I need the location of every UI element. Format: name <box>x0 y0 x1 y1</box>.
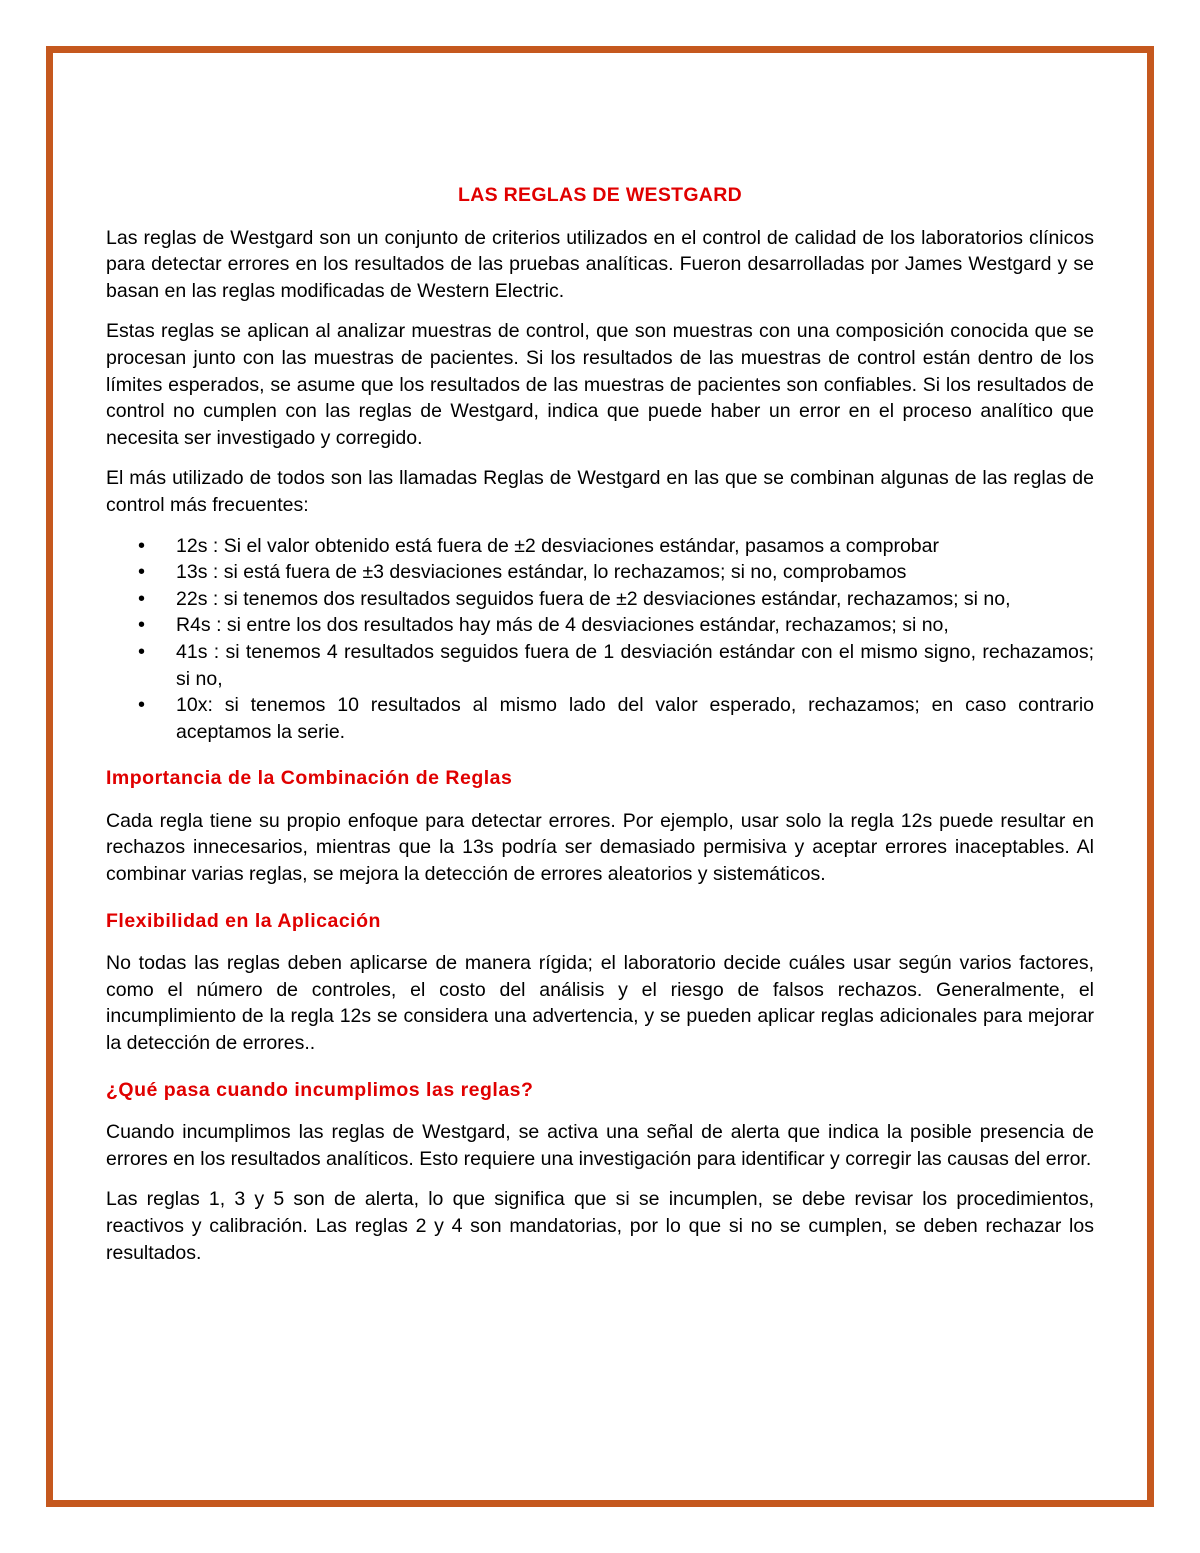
importancia-paragraph: Cada regla tiene su propio enfoque para detectar errores. Por ejemplo, usar solo la regla 12s puede resultar en rechazos innecesarios, mientras que la 13s podría ser demasiado permisiva y aceptar errores inaceptables. Al combinar varias reglas, se mejora la detección de errores aleatorios y sistemáticos. <box>106 809 1094 886</box>
bullet-icon: • <box>138 561 146 584</box>
bullet-icon: • <box>138 640 146 663</box>
bullet-icon: • <box>138 694 146 717</box>
document-body <box>106 182 1094 1280</box>
rule-item <box>106 612 1094 639</box>
incumplimos-paragraph-2: Las reglas 1, 3 y 5 son de alerta, lo que significa que si se incumplen, se debe revisar los procedimientos, reactivos y calibración. Las reglas 2 y 4 son mandatorias, por lo que si no se cumplen, se deben rechazar los resultados. <box>106 1188 1094 1264</box>
rule-item <box>106 692 1094 745</box>
rule-item <box>106 559 1094 586</box>
rule-text: 13s : si está fuera de ±3 desviaciones estándar, lo rechazamos; si no, comprobamos <box>176 561 907 584</box>
rule-text: 10x: si tenemos 10 resultados al mismo lado del valor esperado, rechazamos; en caso contrario aceptamos la serie. <box>176 694 1094 743</box>
intro-paragraph-2: Estas reglas se aplican al analizar muestras de control, que son muestras con una composición conocida que se procesan junto con las muestras de pacientes. Si los resultados de las muestras de control están dentro de los límites esperados, se asume que los resultados de las muestras de pacientes son confiables. Si los resultados de control no cumplen con las reglas de Westgard, indica que puede haber un error en el proceso analítico que necesita ser investigado y corregido. <box>106 320 1094 449</box>
bullet-icon: • <box>138 534 146 557</box>
rule-item <box>106 639 1094 692</box>
rule-text: 41s : si tenemos 4 resultados seguidos fuera de 1 desviación estándar con el mismo signo, rechazamos; si no, <box>176 640 1094 690</box>
rules-list <box>106 533 1094 746</box>
intro-paragraph-1: Las reglas de Westgard son un conjunto de criterios utilizados en el control de calidad de los laboratorios clínicos para detectar errores en los resultados de las pruebas analíticas. Fueron desarrolladas por James Westgard y se basan en las reglas modificadas de Western Electric. <box>106 226 1094 302</box>
section-heading-importancia: Importancia de la Combinación de Reglas <box>106 767 513 790</box>
intro-paragraph-3: El más utilizado de todos son las llamadas Reglas de Westgard en las que se combinan algunas de las reglas de control más frecuentes: <box>106 467 1094 516</box>
incumplimos-paragraph-1: Cuando incumplimos las reglas de Westgard, se activa una señal de alerta que indica la posible presencia de errores en los resultados analíticos. Esto requiere una investigación para identificar y corregir las causas del error. <box>106 1121 1094 1170</box>
section-heading-flexibilidad: Flexibilidad en la Aplicación <box>106 909 381 932</box>
rule-text: 22s : si tenemos dos resultados seguidos fuera de ±2 desviaciones estándar, rechazamos; si no, <box>176 587 1011 610</box>
rule-item <box>106 586 1094 613</box>
bullet-icon: • <box>138 587 146 610</box>
rule-item <box>106 533 1094 560</box>
rule-text: R4s : si entre los dos resultados hay más de 4 desviaciones estándar, rechazamos; si no, <box>176 614 949 637</box>
document-title: LAS REGLAS DE WESTGARD <box>458 184 742 206</box>
bullet-icon: • <box>138 614 146 637</box>
section-heading-incumplimos: ¿Qué pasa cuando incumplimos las reglas? <box>106 1078 534 1101</box>
flexibilidad-paragraph: No todas las reglas deben aplicarse de manera rígida; el laboratorio decide cuáles usar según varios factores, como el número de controles, el costo del análisis y el riesgo de falsos rechazos. Generalmente, el incumplimiento de la regla 12s se considera una advertencia, y se pueden aplicar reglas adicionales para mejorar la detección de errores.. <box>106 952 1094 1055</box>
rule-text: 12s : Si el valor obtenido está fuera de ±2 desviaciones estándar, pasamos a comprobar <box>176 534 939 557</box>
